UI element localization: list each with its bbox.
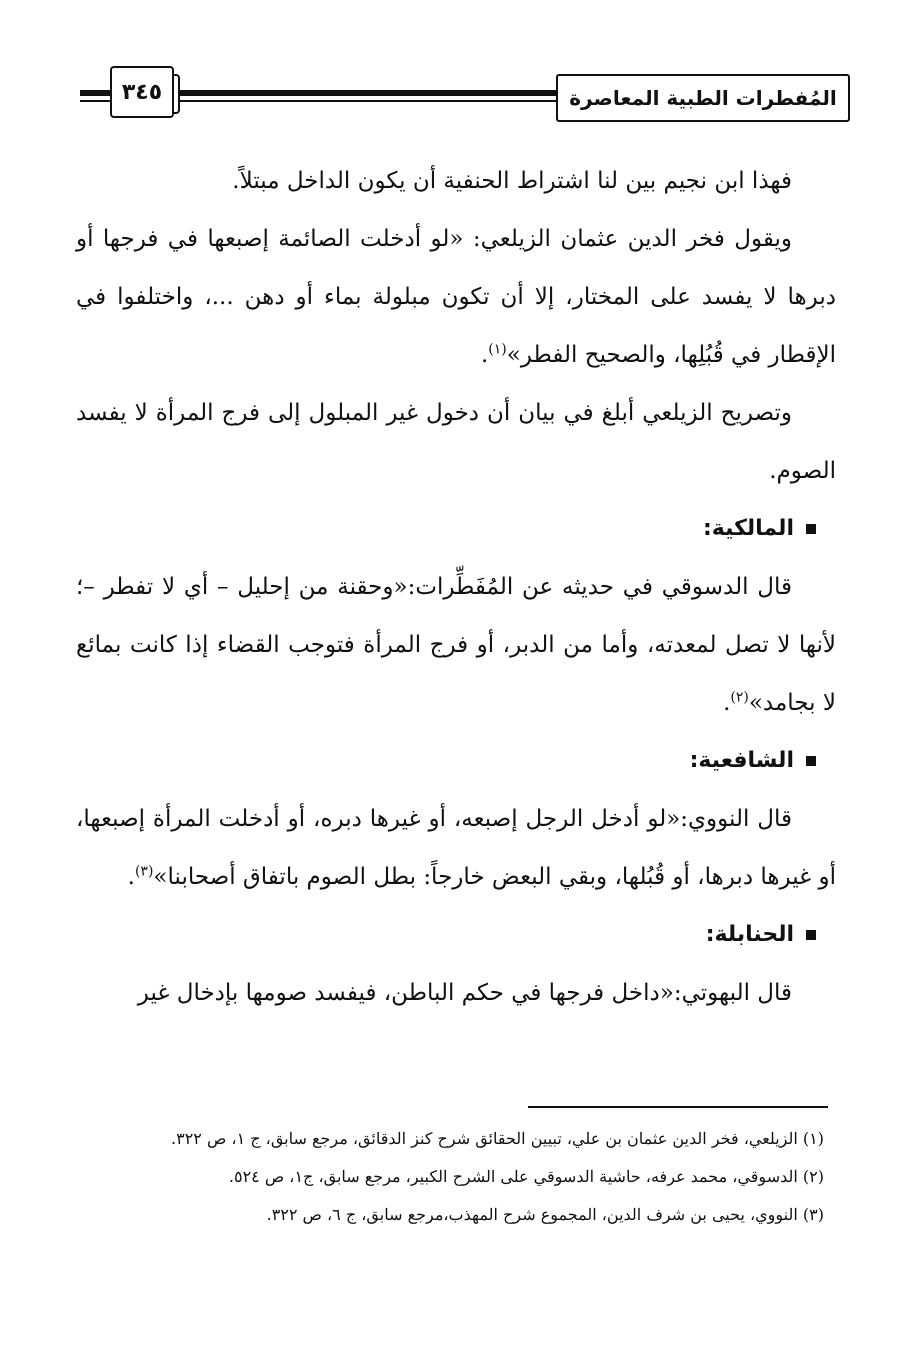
heading-shafii <box>76 732 836 790</box>
main-text <box>76 152 836 1022</box>
bullet-icon <box>806 756 816 766</box>
heading-hanbali <box>76 906 836 964</box>
footnote-ref-2[interactable]: (٢) <box>730 689 749 706</box>
footnote-2: (٢) الدسوقي، محمد عرفه، حاشية الدسوقي على الشرح الكبير، مرجع سابق، ج١، ص ٥٢٤. <box>228 1167 824 1186</box>
paragraph-6: قال البهوتي:«داخل فرجها في حكم الباطن، فيفسد صومها بإدخال غير <box>137 980 792 1006</box>
footnotes <box>76 1120 836 1234</box>
paragraph-2 <box>76 210 836 384</box>
heading-maliki-label: المالكية: <box>703 516 794 541</box>
paragraph-2-text: ويقول فخر الدين عثمان الزيلعي: «لو أدخلت الصائمة إصبعها في فرجها أو دبرها لا يفسد على المختار، إلا أن تكون مبلولة بماء أو دهن ...، واختلفوا في الإقطار في قُبُلِها، والصحيح الفطر» <box>76 226 836 368</box>
footnote-1: (١) الزيلعي، فخر الدين عثمان بن علي، تبيين الحقائق شرح كنز الدقائق، مرجع سابق، ج ١، ص ٣٢٢. <box>171 1129 824 1148</box>
footnote-ref-1[interactable]: (١) <box>488 341 507 358</box>
paragraph-5 <box>76 790 836 906</box>
heading-maliki <box>76 500 836 558</box>
page-header <box>80 66 850 126</box>
paragraph-2-end: . <box>480 342 489 368</box>
paragraph-4 <box>76 558 836 732</box>
header-rule-middle <box>178 90 562 96</box>
footnote-ref-3[interactable]: (٣) <box>134 863 154 880</box>
header-rule-middle-thin <box>178 100 562 102</box>
heading-hanbali-label: الحنابلة: <box>705 922 794 947</box>
bullet-icon <box>806 930 816 940</box>
paragraph-3: وتصريح الزيلعي أبلغ في بيان أن دخول غير المبلول إلى فرج المرأة لا يفسد الصوم. <box>76 400 836 484</box>
page-number: ٣٤٥ <box>110 66 174 118</box>
footnote-3: (٣) النووي، يحيى بن شرف الدين، المجموع شرح المهذب،مرجع سابق، ج ٦، ص ٣٢٢. <box>266 1205 824 1224</box>
paragraph-4-end: . <box>723 690 731 716</box>
footnote-separator <box>528 1106 828 1108</box>
header-rule-left-thin <box>80 100 110 102</box>
running-title: المُفطرات الطبية المعاصرة <box>556 74 850 122</box>
header-rule-left <box>80 90 110 96</box>
heading-shafii-label: الشافعية: <box>689 748 794 773</box>
paragraph-5-end: . <box>127 864 135 890</box>
paragraph-1: فهذا ابن نجيم بين لنا اشتراط الحنفية أن يكون الداخل مبتلاً. <box>232 168 792 194</box>
bullet-icon <box>806 524 816 534</box>
paragraph-5-text: قال النووي:«لو أدخل الرجل إصبعه، أو غيرها دبره، أو أدخلت المرأة إصبعها، أو غيرها دبرها، أو قُبُلها، وبقي البعض خارجاً: بطل الصوم باتفاق أصحابنا» <box>76 806 836 890</box>
paragraph-4-text: قال الدسوقي في حديثه عن المُفَطِّرات:«وحقنة من إحليل – أي لا تفطر –؛ لأنها لا تصل لمعدته، وأما من الدبر، أو فرج المرأة فتوجب القضاء إذا كانت بمائع لا بجامد» <box>76 574 836 716</box>
